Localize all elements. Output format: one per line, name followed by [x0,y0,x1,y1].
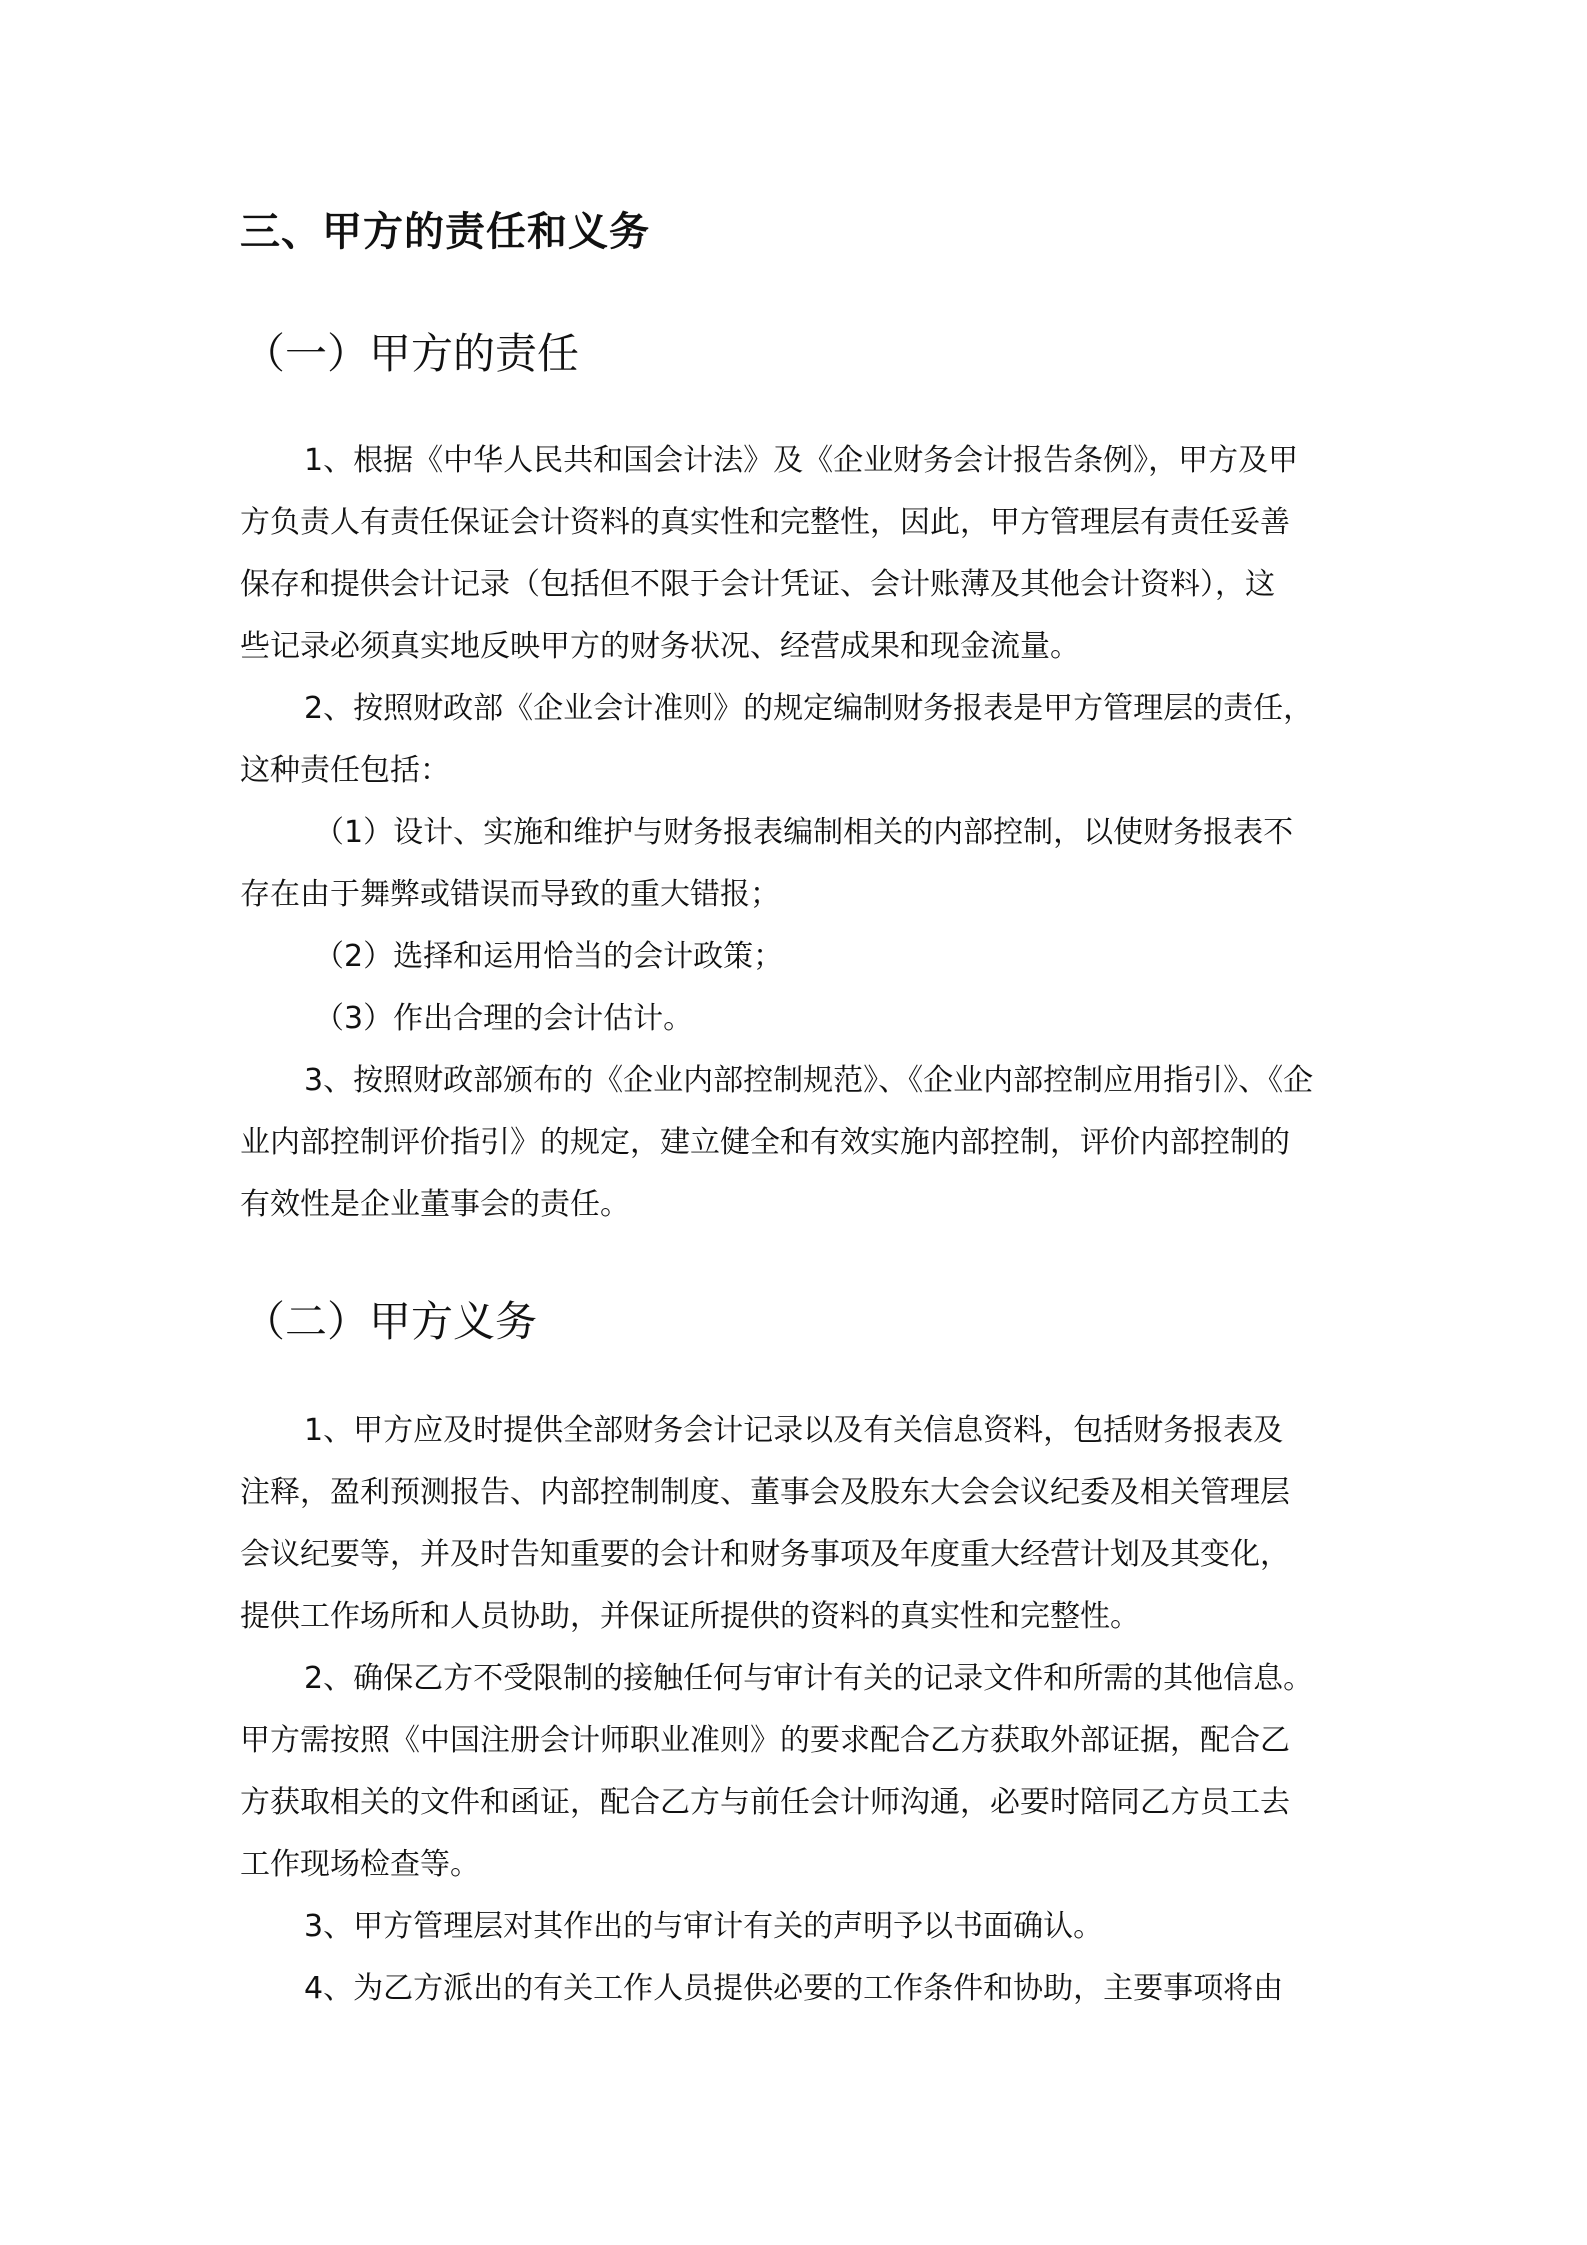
paragraph-line: 1、根据《中华人民共和国会计法》及《企业财务会计报告条例》，甲方及甲 [304,443,1299,478]
paragraph-line: 3、按照财政部颁布的《企业内部控制规范》、《企业内部控制应用指引》、《企 [304,1063,1314,1098]
paragraph-line: 保存和提供会计记录（包括但不限于会计凭证、会计账薄及其他会计资料），这 [240,567,1275,602]
paragraph-line: 方获取相关的文件和函证，配合乙方与前任会计师沟通，必要时陪同乙方员工去 [240,1785,1290,1820]
paragraph-line: （2）选择和运用恰当的会计政策； [314,939,784,974]
paragraph-line: 1、甲方应及时提供全部财务会计记录以及有关信息资料，包括财务报表及 [304,1413,1284,1448]
subsection-title-responsibilities: （一）甲方的责任 [243,329,580,378]
paragraph-line: 注释，盈利预测报告、内部控制制度、董事会及股东大会会议纪委及相关管理层 [240,1475,1290,1510]
paragraph-line: 有效性是企业董事会的责任。 [240,1187,630,1222]
paragraph-line: 2、确保乙方不受限制的接触任何与审计有关的记录文件和所需的其他信息。 [304,1661,1314,1696]
paragraph-line: 3、甲方管理层对其作出的与审计有关的声明予以书面确认。 [304,1909,1104,1944]
paragraph-line: 2、按照财政部《企业会计准则》的规定编制财务报表是甲方管理层的责任， [304,691,1314,726]
subsection-title-obligations: （二）甲方义务 [243,1297,538,1346]
paragraph-line: 些记录必须真实地反映甲方的财务状况、经营成果和现金流量。 [240,629,1080,664]
paragraph-line: （1）设计、实施和维护与财务报表编制相关的内部控制，以使财务报表不 [314,815,1294,850]
paragraph-line: 这种责任包括： [240,753,450,788]
section-heading: 三、甲方的责任和义务 [240,209,650,255]
obligations-body [240,1400,1360,2020]
paragraph-line: 会议纪要等，并及时告知重要的会计和财务事项及年度重大经营计划及其变化， [240,1537,1290,1572]
paragraph-line: 甲方需按照《中国注册会计师职业准则》的要求配合乙方获取外部证据，配合乙 [240,1723,1290,1758]
paragraph-line: 提供工作场所和人员协助，并保证所提供的资料的真实性和完整性。 [240,1599,1140,1634]
paragraph-line: （3）作出合理的会计估计。 [314,1001,694,1036]
paragraph-line: 4、为乙方派出的有关工作人员提供必要的工作条件和协助，主要事项将由 [304,1971,1284,2006]
paragraph-line: 业内部控制评价指引》的规定，建立健全和有效实施内部控制，评价内部控制的 [240,1125,1290,1160]
responsibilities-body [240,430,1360,1236]
paragraph-line: 工作现场检查等。 [240,1847,480,1882]
paragraph-line: 方负责人有责任保证会计资料的真实性和完整性，因此，甲方管理层有责任妥善 [240,505,1290,540]
paragraph-line: 存在由于舞弊或错误而导致的重大错报； [240,877,780,912]
